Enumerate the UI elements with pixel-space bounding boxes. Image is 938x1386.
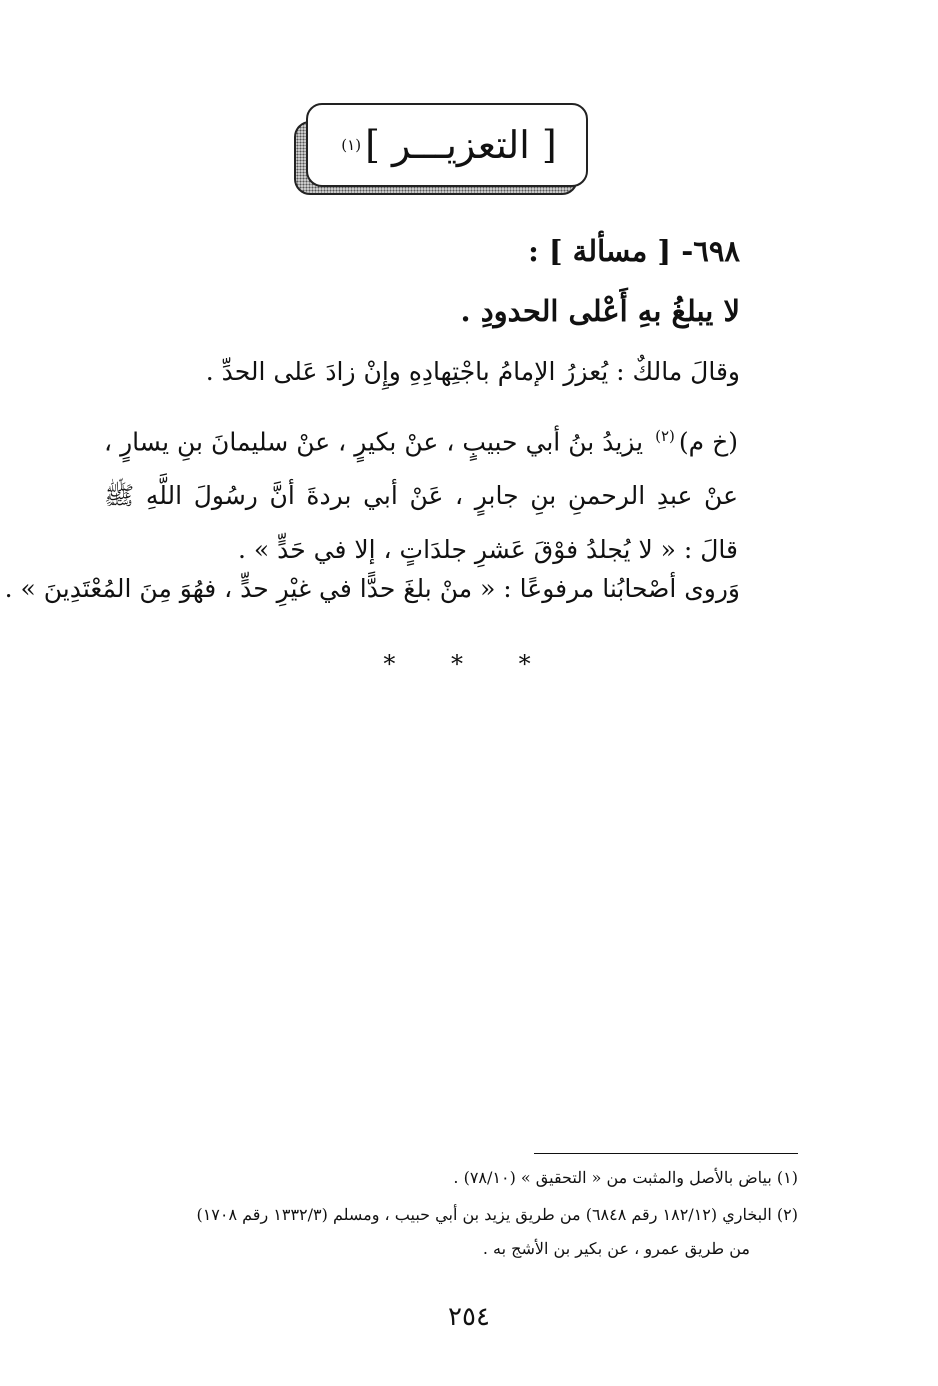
- footnote-2: [196, 1205, 798, 1224]
- footnote-text: من طريق عمرو ، عن بكير بن الأشج به .: [482, 1239, 750, 1258]
- footnote-text: بياض بالأصل والمثبت من « التحقيق » (٧٨/١٠) .: [453, 1168, 772, 1187]
- section-separator: * * *: [383, 650, 555, 678]
- page-number: ٢٥٤: [448, 1302, 490, 1332]
- mas-ala-heading: ٦٩٨- [ مسألة ] :: [528, 234, 740, 268]
- chapter-title-frame: [294, 103, 588, 193]
- footnote-number: (٢): [776, 1205, 798, 1224]
- footnote-divider: [534, 1153, 798, 1154]
- ashab-narration: وَروى أصْحابُنا مرفوعًا : « منْ بلغَ حدًّا في غيْرِ حدٍّ ، فهُوَ مِنَ المُعْتَدِينَ » .: [4, 574, 740, 603]
- title-footnote-ref: (١): [341, 136, 362, 154]
- footnote-2-continued: [483, 1239, 750, 1258]
- malik-opinion: وقالَ مالكٌ : يُعزرُ الإمامُ باجْتِهادِهِ وإِنْ زادَ عَلى الحدِّ .: [205, 357, 740, 386]
- hadith-paragraph: [104, 409, 738, 577]
- chapter-title: [ التعزيـــر ]: [365, 123, 557, 167]
- hadith-footnote-ref: (٢): [655, 427, 675, 445]
- footnote-1: [453, 1168, 798, 1187]
- hadith-text: يزيدُ بنُ أبي حبيبٍ ، عنْ بكيرٍ ، عنْ سليمانَ بنِ يسارٍ ، عنْ عبدِ الرحمنِ بنِ جابرٍ ، عَنْ أبي بردةَ أنَّ رسُولَ اللَّهِ ﷺ قالَ : « لا يُجلدُ فوْقَ عَشرِ جلدَاتٍ ، إلا في حَدٍّ » .: [104, 427, 738, 565]
- footnote-number: (١): [776, 1168, 798, 1187]
- mas-ala-statement: لا يبلغُ بهِ أَعْلى الحدودِ .: [460, 294, 740, 328]
- chapter-title-box: [306, 103, 588, 187]
- hadith-source-marker: (خ م): [678, 427, 739, 457]
- footnote-text: البخاري (١٨٢/١٢ رقم ٦٨٤٨) من طريق يزيد بن أبي حبيب ، ومسلم (١٣٣٢/٣ رقم ١٧٠٨): [196, 1205, 772, 1224]
